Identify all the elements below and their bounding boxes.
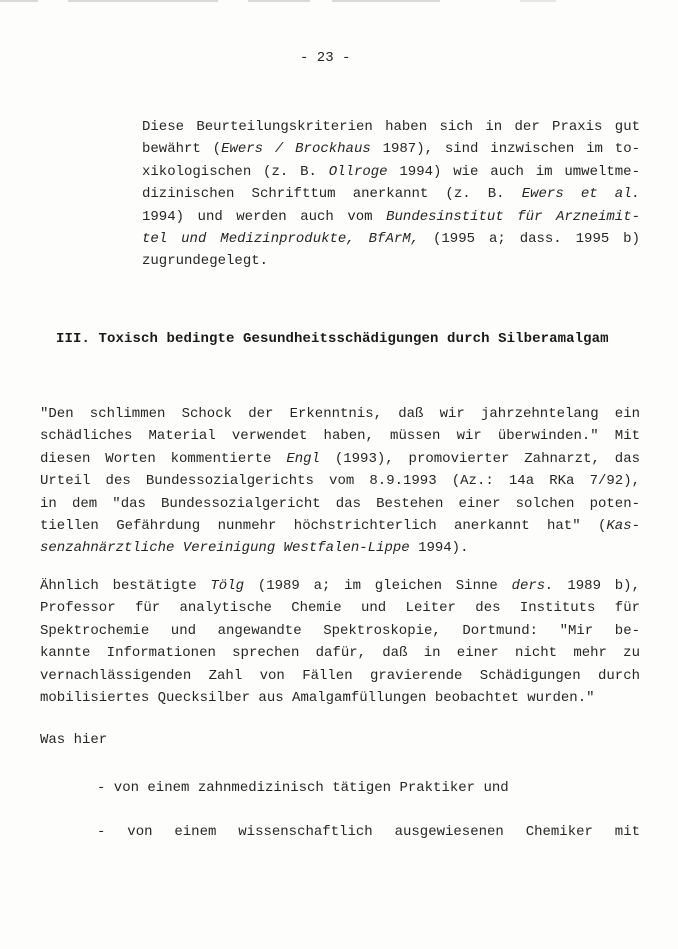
scan-artifact-line [0, 0, 38, 2]
intro-quote-paragraph [142, 116, 640, 273]
text-segment: - von einem wissenschaftlich ausgewiesenen Chemiker mit [97, 824, 640, 840]
text-line [142, 250, 640, 272]
text-segment: 1994) wie auch im umweltme- [387, 163, 640, 180]
italic-text-segment: senzahnärztliche Vereinigung Westfalen-Lippe [40, 540, 410, 557]
text-line [40, 470, 640, 492]
text-line [40, 403, 640, 425]
text-segment: xikologischen (z. B. [142, 163, 329, 180]
text-segment: (1993), promovierter Zahnarzt, das [319, 450, 640, 467]
text-line [40, 665, 640, 687]
text-line [142, 116, 640, 138]
italic-text-segment: Kas- [606, 518, 640, 535]
italic-text-segment: Engl [286, 450, 320, 467]
text-line [40, 515, 640, 537]
text-line [40, 687, 640, 709]
italic-text-segment: ders. [511, 578, 554, 594]
text-segment: - von einem zahnmedizinisch tätigen Praktiker und [97, 780, 509, 796]
text-segment: kannte Informationen sprechen dafür, daß in einer nicht mehr zu [40, 645, 640, 662]
scan-artifact-line [520, 0, 556, 2]
text-segment: (1995 a; dass. 1995 b) [419, 231, 640, 248]
text-segment: "Den schlimmen Schock der Erkenntnis, daß wir jahrzehntelang ein [40, 406, 640, 422]
italic-text-segment: Ewers / Brockhaus [221, 141, 371, 158]
text-line [142, 228, 640, 250]
text-segment: schädliches Material verwendet haben, müssen wir überwinden." Mit [40, 428, 640, 445]
text-segment: in dem "das Bundessozialgericht das Bestehen einer solchen poten- [40, 495, 640, 512]
scan-artifact-line [332, 0, 440, 2]
text-line [40, 537, 640, 559]
paragraph-court-ruling [40, 403, 640, 560]
text-line [40, 729, 640, 751]
text-segment: 1994) und werden auch vom [142, 208, 387, 225]
text-segment: dizinischen Schrifttum anerkannt (z. B. [142, 186, 522, 203]
text-line [142, 183, 640, 205]
text-segment: Diese Beurteilungskriterien haben sich in der Praxis gut [142, 119, 640, 135]
text-segment: Urteil des Bundessozialgerichts vom 8.9.1993 (Az.: 14a RKa 7/92), [40, 473, 640, 490]
bullet-item-chemist [97, 821, 640, 843]
section-heading: III. Toxisch bedingte Gesundheitsschädigungen durch Silberamalgam [56, 331, 609, 347]
lead-in-line [40, 729, 640, 751]
text-segment: tiellen Gefährdung nunmehr höchstrichterlich anerkannt hat" ( [40, 518, 607, 535]
text-segment: mobilisiertes Quecksilber aus Amalgamfüllungen beobachtet wurden." [40, 690, 595, 707]
italic-text-segment: Tölg [210, 578, 245, 594]
text-segment: 1989 b), [553, 578, 640, 594]
text-line [40, 642, 640, 664]
text-segment: vernachlässigenden Zahl von Fällen gravierende Schädigungen durch [40, 667, 640, 684]
text-line [97, 777, 640, 799]
italic-text-segment: Ewers et al. [521, 186, 640, 203]
text-line [40, 575, 640, 597]
text-line [142, 161, 640, 183]
text-segment: Was hier [40, 732, 108, 748]
italic-text-segment: tel und Medizinprodukte, BfArM, [142, 231, 420, 248]
text-line [40, 448, 640, 470]
text-segment: Ähnlich bestätigte [40, 578, 211, 594]
text-segment: bewährt ( [142, 141, 222, 158]
text-line [40, 620, 640, 642]
text-segment: (1989 a; im gleichen Sinne [244, 578, 512, 594]
paragraph-toelg-statement [40, 575, 640, 709]
text-line [40, 493, 640, 515]
text-segment: Professor für analytische Chemie und Leiter des Instituts für [40, 600, 640, 617]
text-line [97, 821, 640, 843]
text-line [40, 425, 640, 447]
text-segment: zugrundegelegt. [142, 253, 269, 270]
text-segment: 1987), sind inzwischen im to- [370, 141, 640, 158]
italic-text-segment: Bundesinstitut für Arzneimit- [386, 208, 641, 225]
text-line [142, 206, 640, 228]
text-segment: 1994). [409, 540, 469, 557]
italic-text-segment: Ollroge [328, 163, 388, 180]
text-segment: diesen Worten kommentierte [40, 450, 287, 467]
scan-artifact-line [248, 0, 310, 2]
page-number: - 23 - [300, 50, 351, 66]
text-line [142, 138, 640, 160]
bullet-item-practitioner [97, 777, 640, 799]
scan-artifact-line [68, 0, 218, 2]
text-line [40, 597, 640, 619]
text-segment: Spektrochemie und angewandte Spektroskopie, Dortmund: "Mir be- [40, 622, 640, 639]
